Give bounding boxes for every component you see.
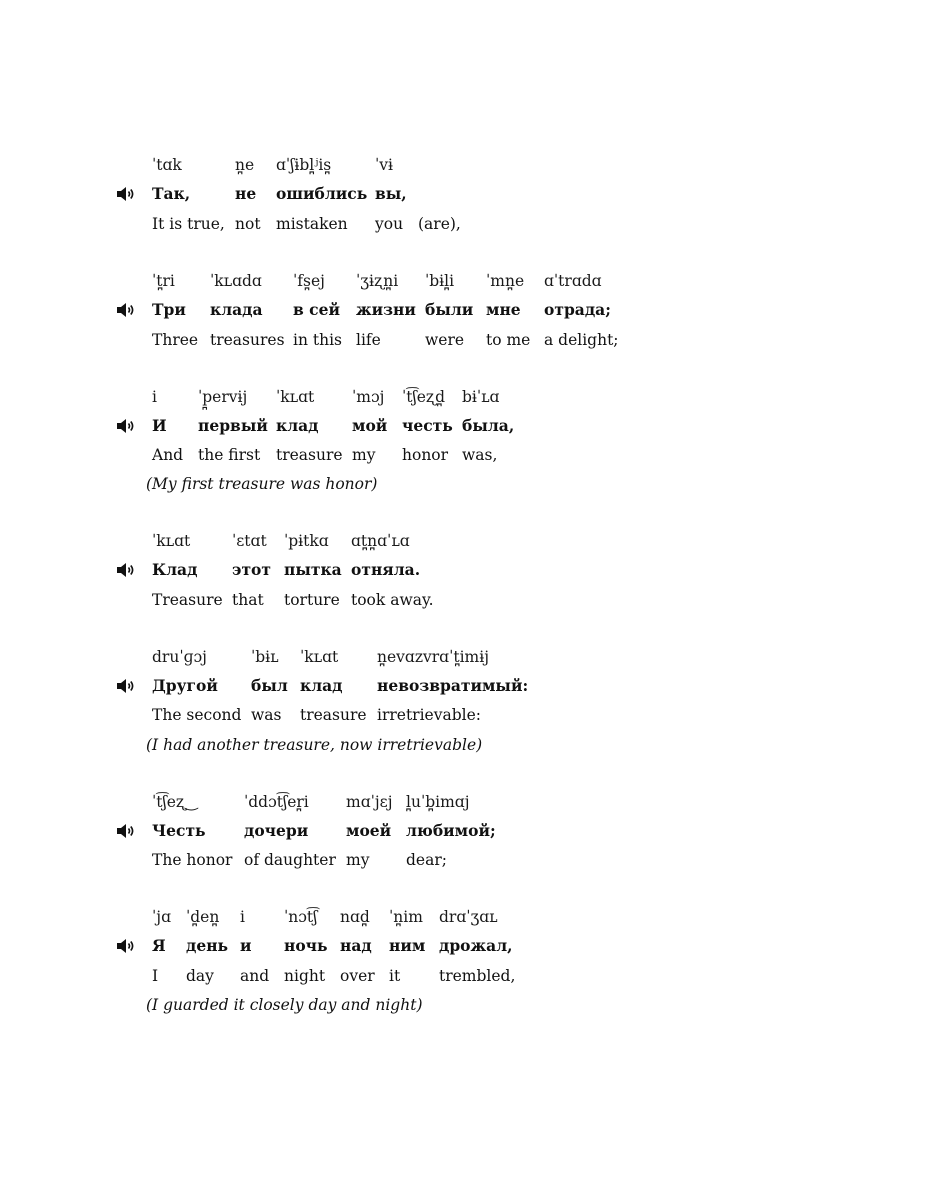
english-word: and bbox=[240, 967, 270, 985]
translation-note: (I had another treasure, now irretrievable) bbox=[146, 736, 483, 754]
ipa-word: ˈt̪ri bbox=[152, 272, 175, 290]
ipa-word: ˈnɔt͡ʃ bbox=[284, 908, 318, 926]
english-word: was, bbox=[462, 446, 498, 464]
russian-word: Другой bbox=[152, 676, 218, 695]
english-line bbox=[0, 846, 900, 874]
ipa-word: ˈkʟɑt bbox=[152, 532, 191, 550]
english-word: life bbox=[356, 331, 381, 349]
ipa-line bbox=[0, 903, 900, 931]
english-word: And bbox=[152, 446, 184, 464]
english-word: treasure bbox=[276, 446, 343, 464]
russian-word: день bbox=[186, 936, 229, 955]
russian-word: невозвратимый: bbox=[377, 676, 529, 695]
russian-word: первый bbox=[198, 416, 268, 435]
english-line bbox=[0, 586, 900, 614]
russian-word: клад bbox=[276, 416, 319, 435]
ipa-word: i bbox=[152, 388, 157, 406]
english-word: torture bbox=[284, 591, 340, 609]
ipa-word: ˈɛtɑt bbox=[232, 532, 267, 550]
russian-word: вы, bbox=[375, 184, 407, 203]
ipa-word: ˈbɨl̪i bbox=[425, 272, 455, 290]
russian-word: клад bbox=[300, 676, 343, 695]
russian-word: дочери bbox=[244, 821, 309, 840]
english-word: over bbox=[340, 967, 375, 985]
english-word: my bbox=[346, 851, 370, 869]
ipa-word: ɑt̪n̪ɑˈʟɑ bbox=[351, 532, 410, 550]
russian-word: был bbox=[251, 676, 288, 695]
english-word: treasures bbox=[210, 331, 285, 349]
english-word: dear; bbox=[406, 851, 447, 869]
translation-note: (My first treasure was honor) bbox=[146, 475, 378, 493]
russian-word: Клад bbox=[152, 560, 198, 579]
english-word: my bbox=[352, 446, 376, 464]
ipa-word: ˈtɑk bbox=[152, 156, 182, 174]
russian-word: Так, bbox=[152, 184, 191, 203]
english-word: a delight; bbox=[544, 331, 619, 349]
ipa-word: bɨˈʟɑ bbox=[462, 388, 500, 406]
russian-word: отрада; bbox=[544, 300, 611, 319]
russian-word: Честь bbox=[152, 821, 206, 840]
russian-word: не bbox=[235, 184, 257, 203]
english-word: Treasure bbox=[152, 591, 223, 609]
russian-word: над bbox=[340, 936, 372, 955]
ipa-word: ˈkʟɑt bbox=[276, 388, 315, 406]
english-word: took away. bbox=[351, 591, 434, 609]
english-line bbox=[0, 701, 900, 729]
ipa-word: n̪e bbox=[235, 156, 255, 174]
russian-word: И bbox=[152, 416, 167, 435]
ipa-word: ˈn̪im bbox=[389, 908, 423, 926]
russian-word: и bbox=[240, 936, 252, 955]
english-line bbox=[0, 962, 900, 990]
ipa-word: ˈddɔt͡ʃer̪i bbox=[244, 793, 309, 811]
russian-word: ночь bbox=[284, 936, 328, 955]
ipa-line bbox=[0, 267, 900, 295]
english-word: night bbox=[284, 967, 326, 985]
russian-word: были bbox=[425, 300, 474, 319]
russian-line bbox=[0, 180, 900, 208]
english-word: irretrievable: bbox=[377, 706, 481, 724]
ipa-word: ˈp̪ervɨj bbox=[198, 388, 248, 406]
english-word: treasure bbox=[300, 706, 367, 724]
russian-word: дрожал, bbox=[439, 936, 513, 955]
russian-word: этот bbox=[232, 560, 271, 579]
english-word: of daughter bbox=[244, 851, 336, 869]
ipa-word: nɑd̪ bbox=[340, 908, 370, 926]
ipa-word: ˈt͡ʃeʐ‿ bbox=[152, 793, 198, 811]
russian-word: ним bbox=[389, 936, 426, 955]
russian-word: жизни bbox=[356, 300, 416, 319]
russian-word: моей bbox=[346, 821, 392, 840]
english-word: I bbox=[152, 967, 159, 985]
english-word: honor bbox=[402, 446, 449, 464]
ipa-word: ˈmɔj bbox=[352, 388, 385, 406]
english-line bbox=[0, 210, 900, 238]
ipa-word: druˈɡɔj bbox=[152, 648, 207, 666]
ipa-word: ɑˈʃɨbl̪ʲis̪ bbox=[276, 156, 332, 174]
russian-line bbox=[0, 672, 900, 700]
english-word: not bbox=[235, 215, 261, 233]
russian-word: клада bbox=[210, 300, 263, 319]
ipa-word: mɑˈjɛj bbox=[346, 793, 393, 811]
ipa-word: ˈfs̪ej bbox=[293, 272, 325, 290]
ipa-line bbox=[0, 151, 900, 179]
english-word: Three bbox=[152, 331, 199, 349]
russian-word: Три bbox=[152, 300, 186, 319]
ipa-line bbox=[0, 643, 900, 671]
english-word: It is true, bbox=[152, 215, 225, 233]
russian-line bbox=[0, 556, 900, 584]
ipa-word: l̪uˈb̪imɑj bbox=[406, 793, 470, 811]
russian-word: Я bbox=[152, 936, 166, 955]
english-word: day bbox=[186, 967, 214, 985]
ipa-word: drɑˈʒɑʟ bbox=[439, 908, 498, 926]
english-word: The honor bbox=[152, 851, 233, 869]
ipa-word: ˈd̪en̪ bbox=[186, 908, 220, 926]
english-word: were bbox=[425, 331, 465, 349]
ipa-word: ˈvɨ bbox=[375, 156, 393, 174]
english-word: it bbox=[389, 967, 401, 985]
ipa-word: i bbox=[240, 908, 245, 926]
russian-line bbox=[0, 932, 900, 960]
russian-word: пытка bbox=[284, 560, 342, 579]
english-word: trembled, bbox=[439, 967, 516, 985]
english-line bbox=[0, 326, 900, 354]
ipa-line bbox=[0, 788, 900, 816]
ipa-word: ˈbɨʟ bbox=[251, 648, 279, 666]
english-word: the first bbox=[198, 446, 261, 464]
ipa-word: ˈt͡ʃeʐd̪ bbox=[402, 388, 446, 406]
english-word: you bbox=[375, 215, 404, 233]
ipa-word: ˈʒɨʐn̪i bbox=[356, 272, 399, 290]
english-word: (are), bbox=[418, 215, 461, 233]
russian-word: любимой; bbox=[406, 821, 496, 840]
russian-line bbox=[0, 296, 900, 324]
ipa-word: ˈmn̪e bbox=[486, 272, 525, 290]
ipa-word: ˈkʟɑt bbox=[300, 648, 339, 666]
english-word: to me bbox=[486, 331, 531, 349]
english-word: in this bbox=[293, 331, 342, 349]
russian-word: в сей bbox=[293, 300, 340, 319]
english-line bbox=[0, 441, 900, 469]
russian-word: мне bbox=[486, 300, 521, 319]
russian-word: отняла. bbox=[351, 560, 421, 579]
ipa-word: ɑˈtrɑdɑ bbox=[544, 272, 602, 290]
russian-word: честь bbox=[402, 416, 453, 435]
ipa-line bbox=[0, 527, 900, 555]
english-word: was bbox=[251, 706, 282, 724]
ipa-line bbox=[0, 383, 900, 411]
russian-line bbox=[0, 817, 900, 845]
ipa-word: ˈjɑ bbox=[152, 908, 171, 926]
english-word: mistaken bbox=[276, 215, 348, 233]
ipa-word: n̪evɑzvrɑˈt̪imɨj bbox=[377, 648, 489, 666]
english-word: that bbox=[232, 591, 264, 609]
russian-line bbox=[0, 412, 900, 440]
russian-word: ошиблись bbox=[276, 184, 368, 203]
ipa-word: ˈkʟɑdɑ bbox=[210, 272, 262, 290]
english-word: The second bbox=[152, 706, 242, 724]
russian-word: была, bbox=[462, 416, 515, 435]
translation-note: (I guarded it closely day and night) bbox=[146, 996, 423, 1014]
ipa-word: ˈpɨtkɑ bbox=[284, 532, 329, 550]
russian-word: мой bbox=[352, 416, 388, 435]
